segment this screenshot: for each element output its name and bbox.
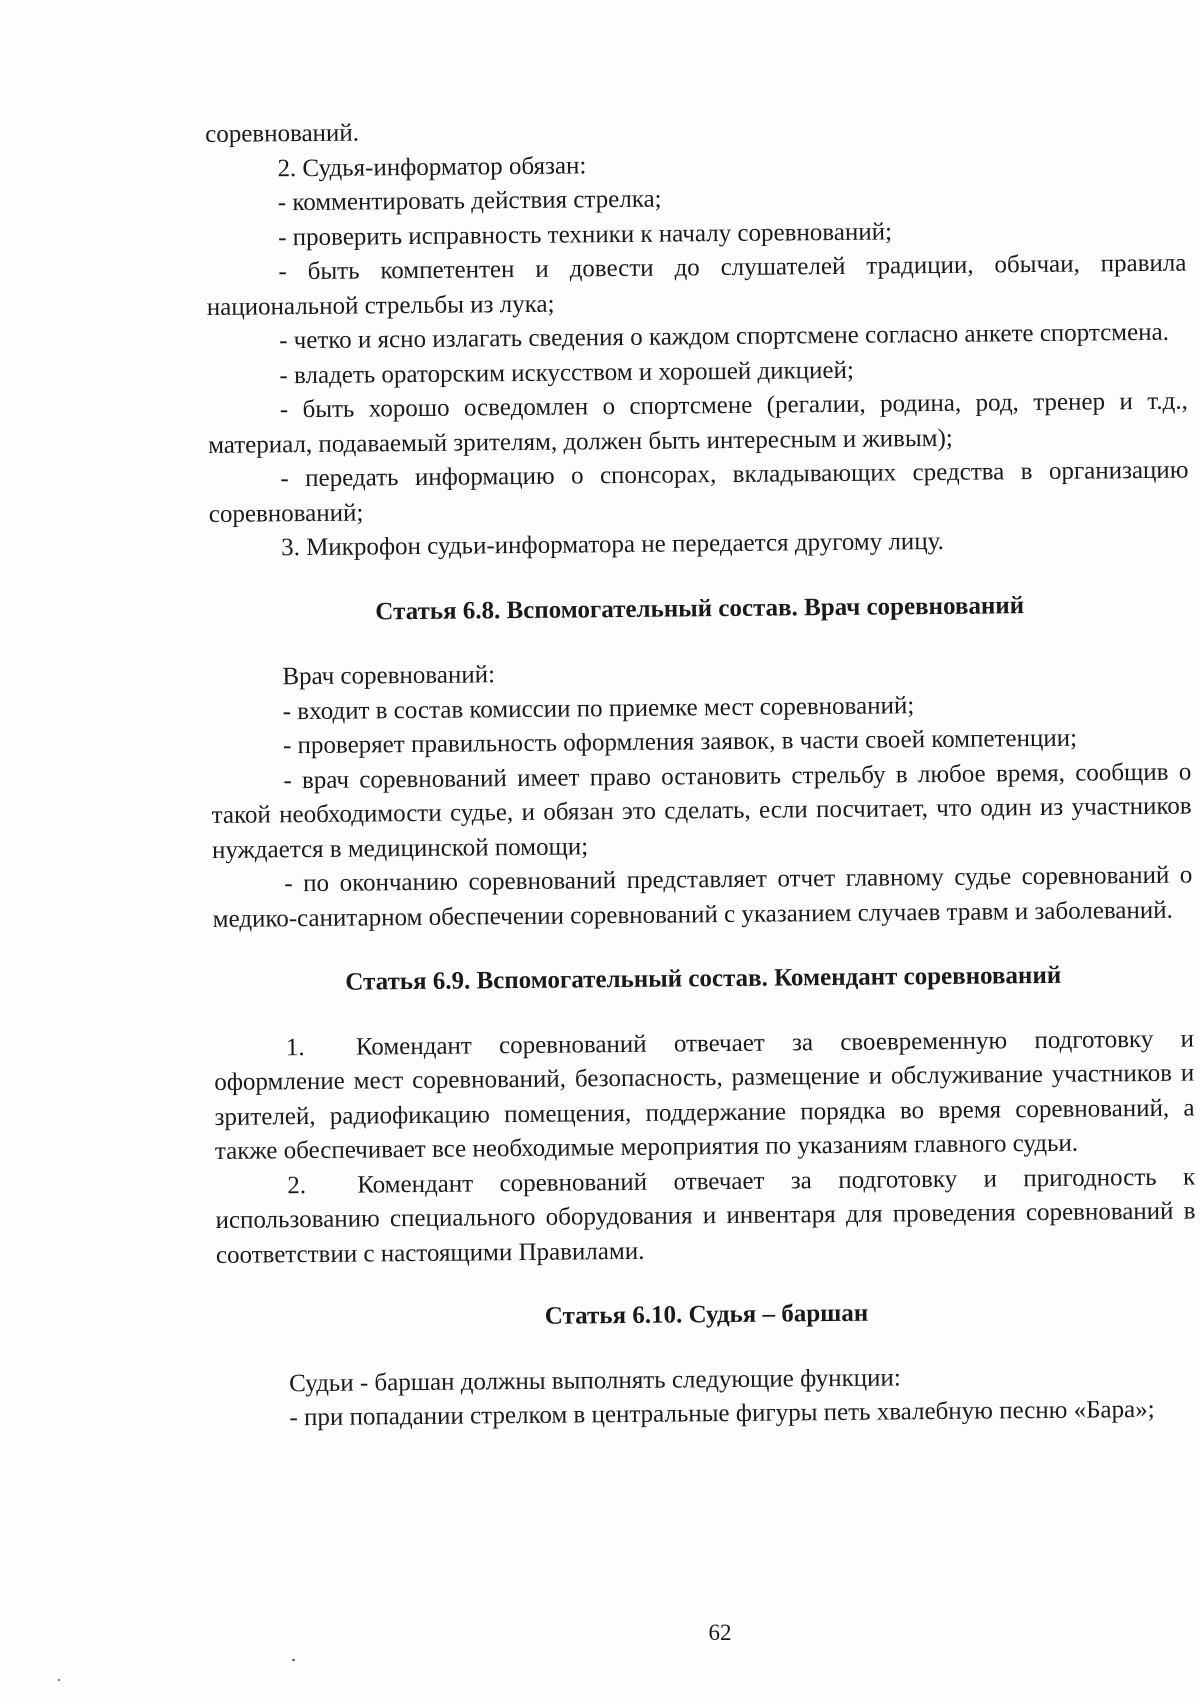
section-intro: Врач соревнований: [282,661,496,691]
item-text: Комендант соревнований отвечает за своевременную подготовку и оформление мест соревнований, безопасность, размещение и обслуживание участников и зрителей, радиофикацию помещения, поддержание порядка во время соревнований, а также обеспечивает все необходимые мероприятия по указаниям главного судьи. [214,1025,1195,1165]
list-item: - по окончанию соревнований представляет отчет главному судье соревнований о медико-санитарном обеспечении соревнований с указанием случаев травм и заболеваний. [212,861,1193,933]
numbered-item [214,1022,1195,1169]
list-item: - проверяет правильность оформления заявок, в части своей компетенции; [282,724,1078,760]
list-item: - передать информацию о спонсорах, вкладывающих средства в организацию соревнований; [208,456,1189,528]
item-number: 2. [287,1171,307,1199]
list-item: - комментировать действия стрелка; [277,185,662,217]
section-heading-6-9: Статья 6.9. Вспомогательный состав. Комендант соревнований [345,961,1062,996]
list-item: - быть компетентен и довести до слушателей традиции, обычаи, правила национальной стрельбы из лука; [206,249,1187,321]
section-heading-6-10: Статья 6.10. Судья – баршан [544,1299,869,1330]
list-item: - проверить исправность техники к началу соревнований; [278,217,893,251]
item-number: 1. [285,1033,305,1061]
numbered-item [215,1160,1196,1273]
list-item: - владеть ораторским искусством и хорошей дикцией; [279,356,855,389]
list-item: - при попадании стрелком в центральные фигуры петь хвалебную песню «Бара»; [289,1395,1155,1432]
document-body [205,109,1198,1437]
item-text: Комендант соревнований отвечает за подготовку и пригодность к использованию специального оборудования и инвентаря для проведения соревнований в соответствии с настоящими Правилами. [215,1163,1196,1269]
section-heading-6-8: Статья 6.8. Вспомогательный состав. Врач соревнований [375,591,1025,625]
scan-speck [292,1659,295,1661]
list-item: 3. Микрофон судьи-информатора не передается другому лицу. [280,527,945,562]
list-item: 2. Судья-информатор обязан: [277,151,587,182]
section-intro: Судьи - баршан должны выполнять следующие функции: [289,1363,901,1397]
list-item: - врач соревнований имеет право остановить стрельбу в любое время, сообщив о такой необходимости судье, и обязан это сделать, если посчитает, что один из участников нуждается в медицинской помощи; [211,758,1192,864]
scan-speck [58,1679,60,1681]
page-number: 62 [708,1620,732,1645]
list-item: - быть хорошо осведомлен о спортсмене (регалии, родина, род, тренер и т.д., материал, подаваемый зрителям, должен быть интересным и живым); [208,387,1188,459]
list-item: - четко и ясно излагать сведения о каждом спортсмене согласно анкете спортсмена. [279,318,1170,355]
list-item: - входит в состав комиссии по приемке мест соревнований; [282,691,915,725]
paragraph-continuation: соревнований. [205,119,360,148]
